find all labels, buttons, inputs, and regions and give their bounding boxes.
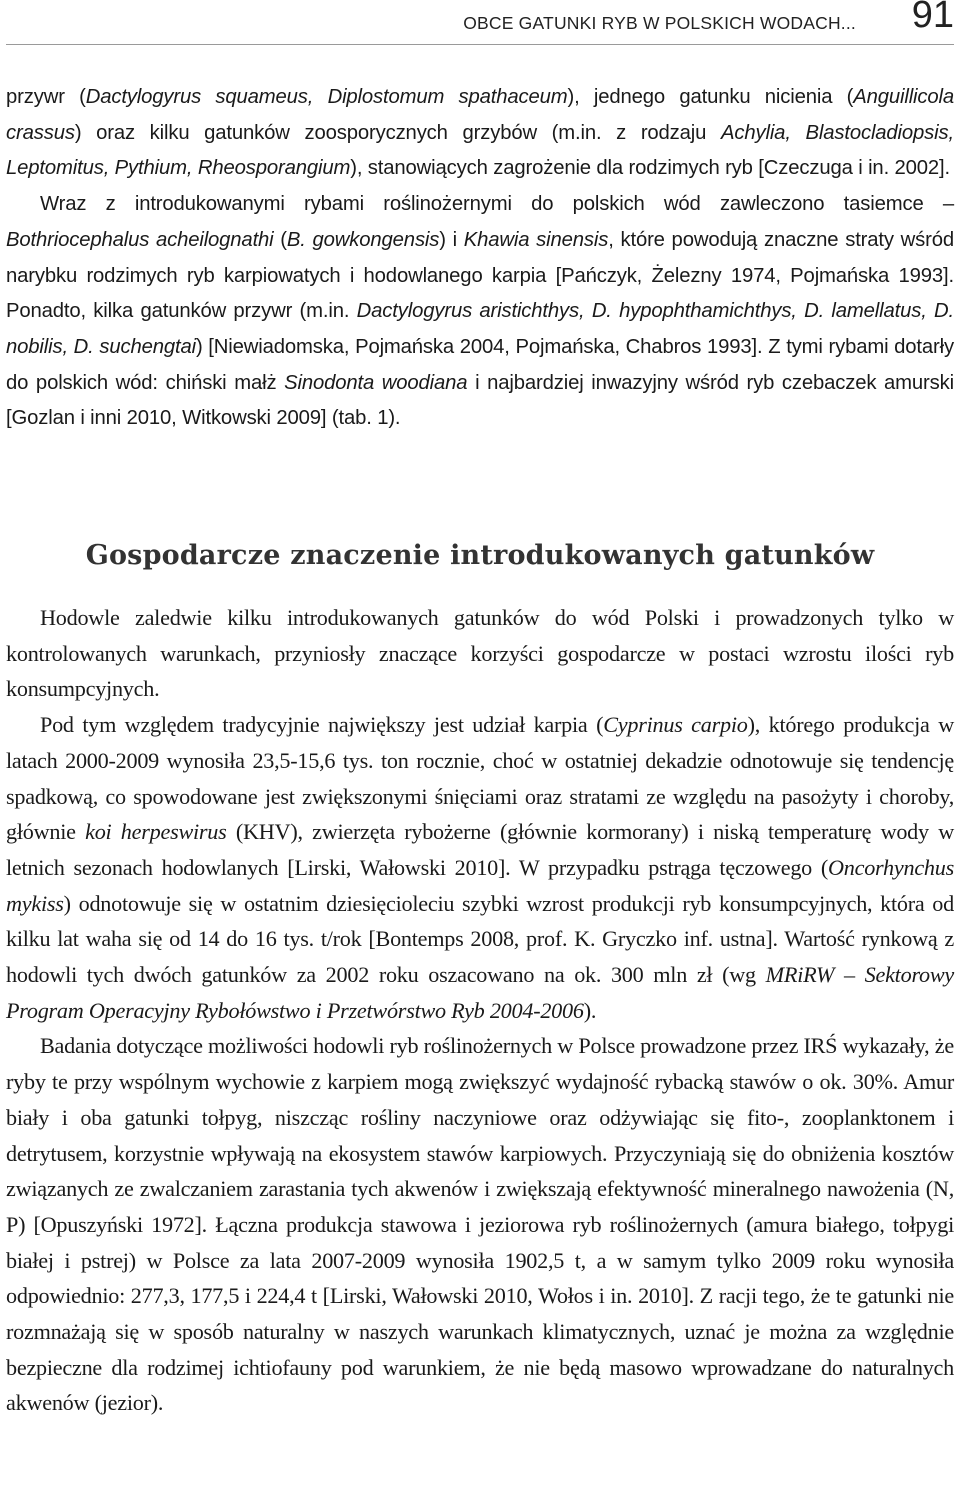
text-run: Hodowle zaledwie kilku introdukowanych gatunków do wód Polski i prowadzonych tylko w kontrolowanych warunkach, przyniosły znaczące korzyści gospodarcze w postaci wzrostu ilości ryb konsumpcyjnych. <box>6 605 954 702</box>
text-run: i najbardziej inwazyjny wśród ryb czebaczek amurski [Gozlan i inni 2010, Witkowski 2009] (tab. 1). <box>6 371 954 430</box>
text-run: ) odnotowuje się w ostatnim dziesięcioleciu szybki wzrost produkcji ryb konsumpcyjnych, która od kilku lat waha się od 14 do 16 tys. t/rok [Bontemps 2008, prof. K. Gryczko inf. ustna]. Wartość rynkową z hodowli tych dwóch gatunków za 2002 roku oszacowano na ok. 300 mln zł (wg <box>6 890 954 988</box>
running-header <box>6 0 954 45</box>
body-text-upper <box>6 80 954 437</box>
paragraph <box>6 600 954 707</box>
text-run: ( <box>273 228 287 251</box>
italic-text-run: MRiRW – Sektorowy Program Operacyjny Rybołówstwo i Przetwórstwo Ryb 2004-2006 <box>6 962 954 1023</box>
text-run: (KHV), zwierzęta rybożerne (głównie kormorany) i niską temperaturę wody w letnich sezonach hodowlanych [Lirski, Wałowski 2010]. W przypadku pstrąga tęczowego ( <box>6 819 954 880</box>
text-run: Pod tym względem tradycyjnie największy jest udział karpia ( <box>40 712 604 738</box>
text-run: ) oraz kilku gatunków zoosporycznych grzybów (m.in. z rodzaju <box>74 121 721 144</box>
text-run: ) [Niewiadomska, Pojmańska 2004, Pojmańska, Chabros 1993]. Z tymi rybami dotarły do polskich wód: chiński małż <box>6 335 954 394</box>
text-run: ), stanowiących zagrożenie dla rodzimych ryb [Czeczuga i in. 2002]. <box>350 157 951 180</box>
italic-text-run: Khawia sinensis <box>463 228 609 251</box>
paragraph <box>6 80 954 187</box>
text-run: ). <box>583 997 597 1023</box>
text-run: ), jednego gatunku nicienia ( <box>567 86 854 108</box>
running-title: OBCE GATUNKI RYB W POLSKICH WODACH... <box>463 13 856 33</box>
paragraph <box>6 187 954 437</box>
paragraph <box>6 1028 954 1421</box>
text-run: , które powodują znaczne straty wśród narybku rodzimych ryb karpiowatych i hodowlanego karpia [Pańczyk, Żelezny 1974, Pojmańska 1993]. Ponadto, kilka gatunków przywr (m.in. <box>6 228 954 323</box>
paragraph <box>6 707 954 1028</box>
italic-text-run: B. gowkongensis <box>286 228 440 251</box>
italic-text-run: Oncorhynchus mykiss <box>6 854 954 916</box>
italic-text-run: Dactylogyrus aristichthys, D. hypophthamichthys, D. lamellatus, D. nobilis, D. suchengtai <box>6 300 954 358</box>
italic-text-run: Sinodonta woodiana <box>284 371 468 394</box>
text-run: Badania dotyczące możliwości hodowli ryb roślinożernych w Polsce prowadzone przez IRŚ wykazały, że ryby te przy wspólnym wychowie z karpiem mogą zwiększyć wydajność rybacką stawów o ok. 30%. Amur biały i oba gatunki tołpyg, niszcząc rośliny naczyniowe oraz odżywiając się fito-, zooplanktonem i detrytusem, korzystnie wpływają na ekosystem stawów karpiowych. Przyczyniają się do obniżenia kosztów związanych ze zwalczaniem zarastania tych akwenów i zwiększają efektywność mineralnego nawożenia (N, P) [Opuszyński 1972]. Łączna produkcja stawowa i jeziorowa ryb roślinożernych (amura białego, tołpygi białej i pstrej) w Polsce za lata 2007-2009 wynosiła 1902,5 t, a w samym tylko 2009 roku wynosiła odpowiednio: 277,3, 177,5 i 224,4 t [Lirski, Wałowski 2010, Wołos i in. 2010]. Z racji tego, że te gatunki nie rozmnażają się w sposób naturalny w naszych warunkach klimatycznych, uznać je można za względnie bezpieczne dla rodzimej ichtiofauny pod warunkiem, że nie będą masowo wprowadzane do naturalnych akwenów (jezior). <box>6 1033 954 1416</box>
italic-text-run: Bothriocephalus acheilognathi <box>6 228 274 251</box>
text-run: Wraz z introdukowanymi rybami roślinożernymi do polskich wód zawleczono tasiemce – <box>40 193 954 216</box>
text-run: przywr ( <box>6 86 86 108</box>
italic-text-run: koi herpeswirus <box>85 819 227 845</box>
text-run: ), którego produkcja w latach 2000-2009 wynosiła 23,5-15,6 tys. ton rocznie, choć w ostatniej dekadzie odnotowuje się tendencję spadkową, co spowodowane jest zwiększonymi śnięciami oraz stratami ze względu na pasożyty i choroby, głównie <box>6 712 954 845</box>
italic-text-run: Anguillicola crassus <box>6 86 955 144</box>
text-run: ) i <box>439 228 464 251</box>
section-heading: Gospodarcze znaczenie introdukowanych gatunków <box>85 540 875 571</box>
italic-text-run: Cyprinus carpio <box>603 712 748 738</box>
italic-text-run: Dactylogyrus squameus, Diplostomum spathaceum <box>85 86 568 108</box>
page-number: 91 <box>911 0 954 36</box>
italic-text-run: Achylia, Blastocladiopsis, Leptomitus, Pythium, Rheosporangium <box>6 121 954 180</box>
body-text-lower <box>6 600 954 1421</box>
